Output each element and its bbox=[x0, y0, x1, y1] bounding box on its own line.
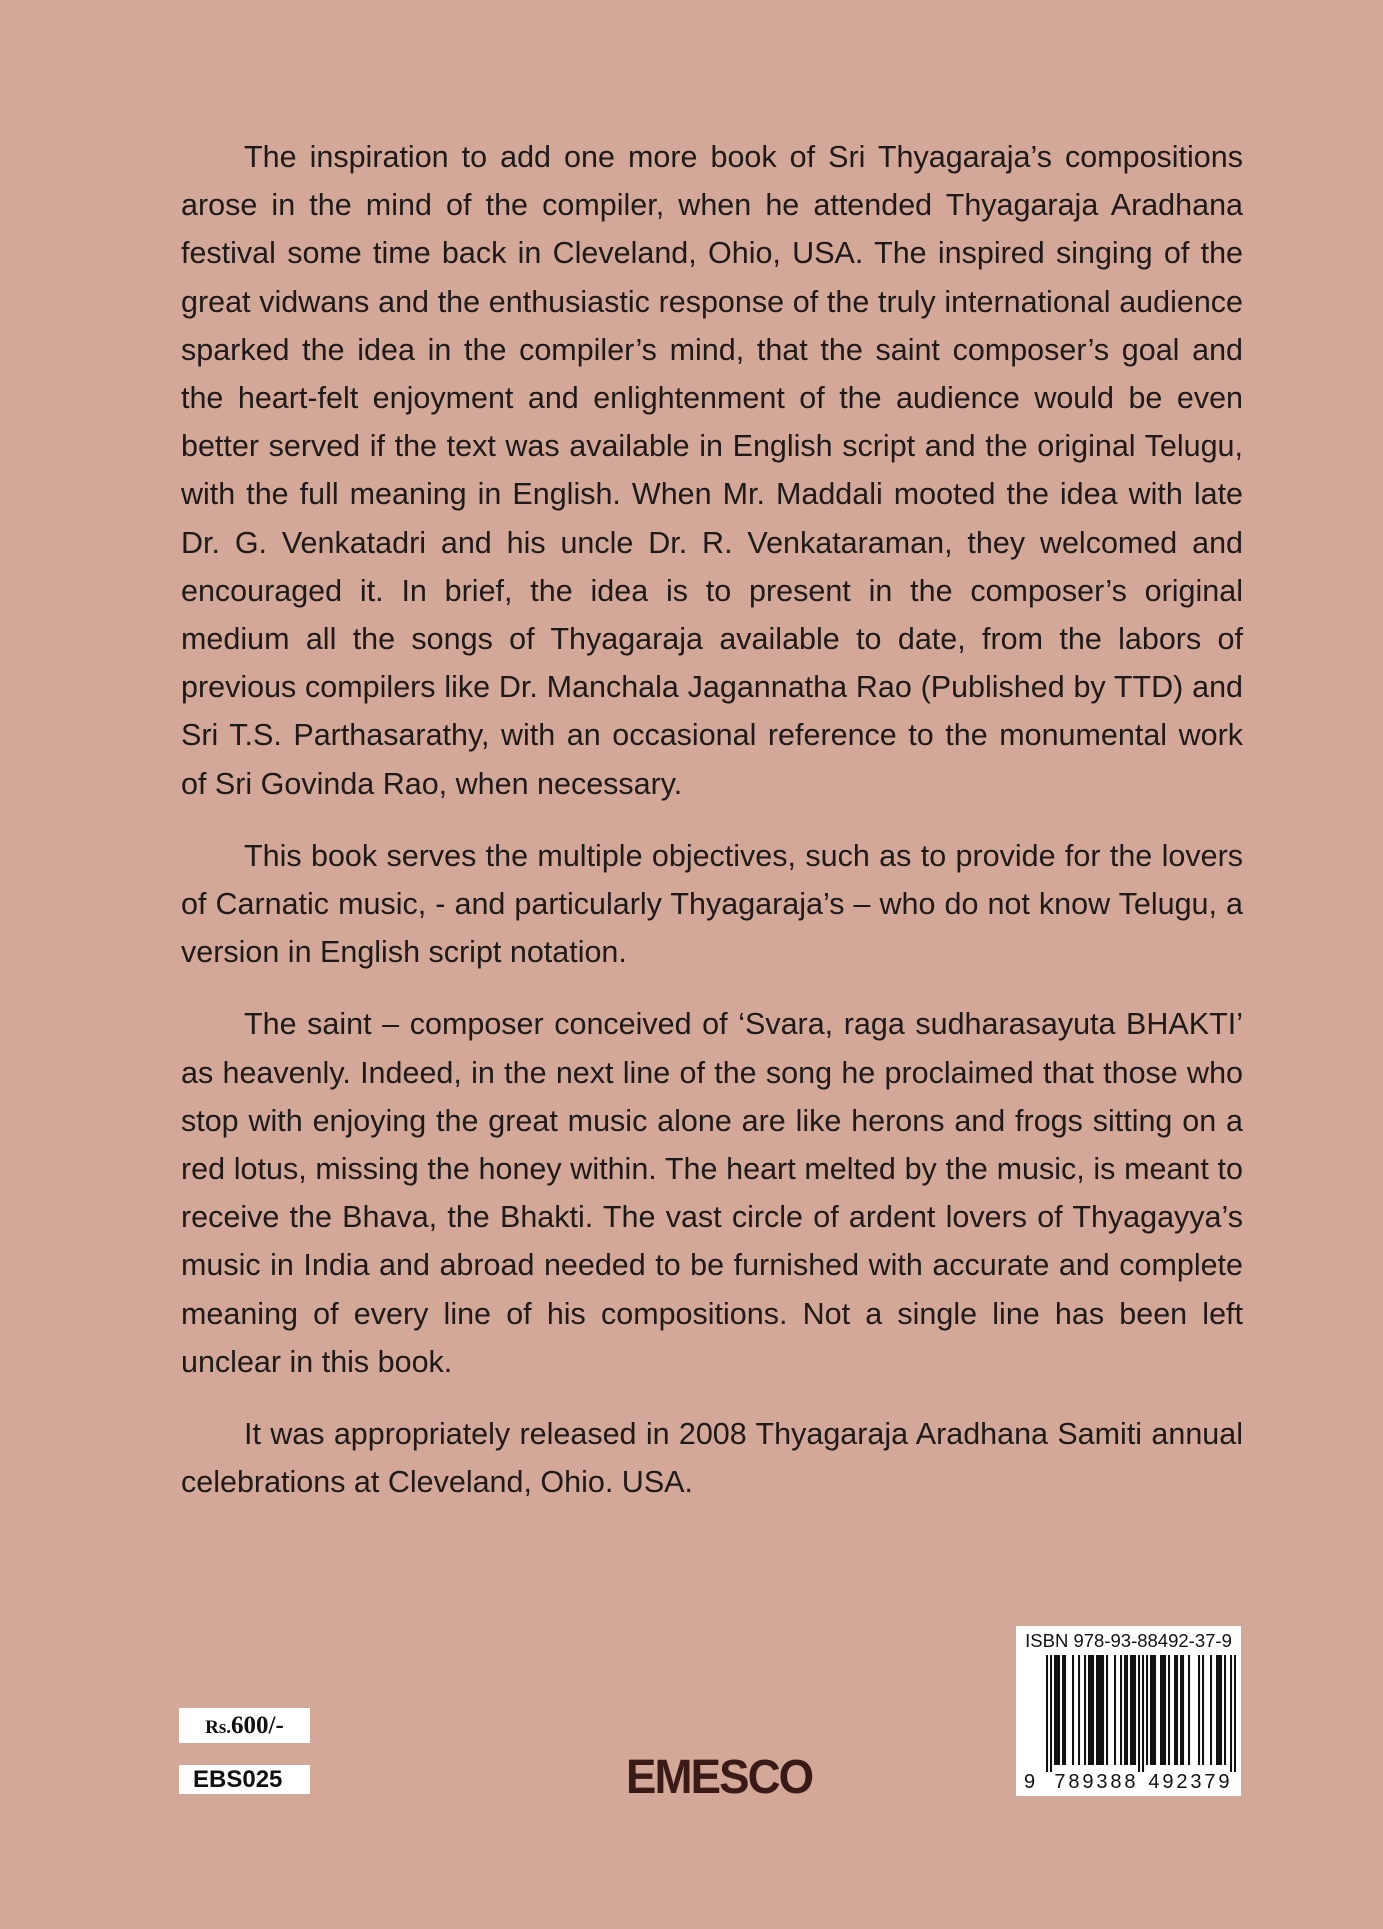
barcode-bar bbox=[1146, 1655, 1148, 1765]
price-label bbox=[179, 1708, 310, 1743]
barcode-bar bbox=[1220, 1655, 1222, 1765]
barcode-bar bbox=[1050, 1655, 1052, 1772]
barcode-digit: 2 bbox=[1176, 1771, 1188, 1793]
barcode-bar bbox=[1058, 1655, 1060, 1765]
barcode-digit: 4 bbox=[1148, 1771, 1160, 1793]
blurb-text bbox=[181, 133, 1243, 1530]
barcode-bar bbox=[1100, 1655, 1102, 1765]
barcode-bar bbox=[1072, 1655, 1074, 1765]
barcode-bar bbox=[1168, 1655, 1170, 1765]
barcode-bar bbox=[1176, 1655, 1178, 1765]
barcode-bar bbox=[1126, 1655, 1128, 1765]
barcode-bar bbox=[1160, 1655, 1162, 1765]
blurb-paragraph-2: This book serves the multiple objectives, such as to provide for the lovers of Carnatic music, - and particularly Thyagaraja’s – who do not know Telugu, a version in English script notation. bbox=[181, 838, 1243, 970]
blurb-paragraph-3: The saint – composer conceived of ‘Svara, raga sudharasayuta BHAKTI’ as heavenly. Indeed, in the next line of the song he proclaimed that those who stop with enjoying the great music alone are like herons and frogs sitting on a red lotus, missing the honey within. The heart melted by the music, is meant to receive the Bhava, the Bhakti. The vast circle of ardent lovers of Thyagayya’s music in India and abroad needed to be furnished with accurate and complete meaning of every line of his compositions. Not a single line has been left unclear in this book. bbox=[181, 1007, 1243, 1379]
barcode-digit: 9 bbox=[1218, 1771, 1230, 1793]
barcode-bar bbox=[1174, 1655, 1176, 1765]
barcode-bar bbox=[1056, 1655, 1058, 1765]
barcode-bar bbox=[1210, 1655, 1212, 1765]
barcode-bar bbox=[1106, 1655, 1108, 1765]
publisher-logo: EMESCO bbox=[626, 1751, 813, 1804]
barcode-bar bbox=[1130, 1655, 1132, 1765]
barcode-digit: 3 bbox=[1096, 1771, 1108, 1793]
barcode-digit: 7 bbox=[1054, 1771, 1066, 1793]
catalog-code-label: EBS025 bbox=[179, 1765, 310, 1794]
barcode-bar bbox=[1202, 1655, 1204, 1765]
isbn-barcode-block bbox=[1016, 1626, 1241, 1796]
barcode-digit: 7 bbox=[1204, 1771, 1216, 1793]
barcode-bar bbox=[1224, 1655, 1226, 1765]
barcode-bar bbox=[1216, 1655, 1218, 1765]
isbn-label: ISBN 978-93-88492-37-9 bbox=[1025, 1630, 1232, 1651]
barcode-digit: 9 bbox=[1162, 1771, 1174, 1793]
price-currency: Rs. bbox=[205, 1717, 232, 1738]
barcode-digit: 8 bbox=[1068, 1771, 1080, 1793]
barcode-bar bbox=[1218, 1655, 1220, 1765]
barcode-bar bbox=[1096, 1655, 1098, 1765]
barcode-bar bbox=[1150, 1655, 1152, 1765]
barcode-bar bbox=[1132, 1655, 1134, 1765]
barcode-bar bbox=[1114, 1655, 1116, 1765]
barcode-bar bbox=[1098, 1655, 1100, 1765]
barcode-bar bbox=[1134, 1655, 1136, 1765]
barcode-bar bbox=[1182, 1655, 1184, 1765]
barcode-bar bbox=[1090, 1655, 1092, 1765]
barcode-digit: 8 bbox=[1110, 1771, 1122, 1793]
blurb-paragraph-1: The inspiration to add one more book of Sri Thyagaraja’s compositions arose in the mind of the compiler, when he attended Thyagaraja Aradhana festival some time back in Cleveland, Ohio, USA. The inspired singing of the great vidwans and the enthusiastic response of the truly international audience sparked the idea in the compiler’s mind, that the saint composer’s goal and the heart-felt enjoyment and enlightenment of the audience would be even better served if the text was available in English script and the original Telugu, with the full meaning in English. When Mr. Maddali mooted the idea with late Dr. G. Venkatadri and his uncle Dr. R. Venkataraman, they welcomed and encouraged it. In brief, the idea is to present in the composer’s original medium all the songs of Thyagaraja available to date, from the labors of previous compilers like Dr. Manchala Jagannatha Rao (Published by TTD) and Sri T.S. Parthasarathy, with an occasional reference to the monumental work of Sri Govinda Rao, when necessary. bbox=[181, 140, 1243, 801]
barcode-bar bbox=[1124, 1655, 1126, 1765]
barcode-bar bbox=[1230, 1655, 1232, 1772]
barcode-bar bbox=[1164, 1655, 1166, 1765]
barcode-bar bbox=[1152, 1655, 1154, 1765]
barcode-graphic bbox=[1046, 1655, 1236, 1772]
barcode-bar bbox=[1138, 1655, 1140, 1772]
barcode-bar bbox=[1234, 1655, 1236, 1772]
barcode-bar bbox=[1092, 1655, 1094, 1765]
barcode-bar bbox=[1198, 1655, 1200, 1765]
barcode-bar bbox=[1102, 1655, 1104, 1765]
barcode-bar bbox=[1154, 1655, 1156, 1765]
barcode-bar bbox=[1064, 1655, 1066, 1765]
blurb-paragraph-4: It was appropriately released in 2008 Thyagaraja Aradhana Samiti annual celebrations at Cleveland, Ohio. USA. bbox=[181, 1417, 1243, 1500]
barcode-digit: 9 bbox=[1082, 1771, 1094, 1793]
barcode-bar bbox=[1188, 1655, 1190, 1765]
barcode-bar bbox=[1062, 1655, 1064, 1765]
barcode-bar bbox=[1180, 1655, 1182, 1765]
price-amount: 600/- bbox=[231, 1712, 284, 1739]
barcode-bar bbox=[1084, 1655, 1086, 1765]
barcode-digit: 9 bbox=[1024, 1771, 1036, 1793]
barcode-bar bbox=[1162, 1655, 1164, 1765]
barcode-bar bbox=[1078, 1655, 1080, 1765]
barcode-bar bbox=[1054, 1655, 1056, 1765]
barcode-bar bbox=[1088, 1655, 1090, 1765]
barcode-bar bbox=[1046, 1655, 1048, 1772]
barcode-digit: 8 bbox=[1124, 1771, 1136, 1793]
barcode-digit: 3 bbox=[1190, 1771, 1202, 1793]
barcode-bar bbox=[1120, 1655, 1122, 1765]
barcode-bar bbox=[1142, 1655, 1144, 1772]
